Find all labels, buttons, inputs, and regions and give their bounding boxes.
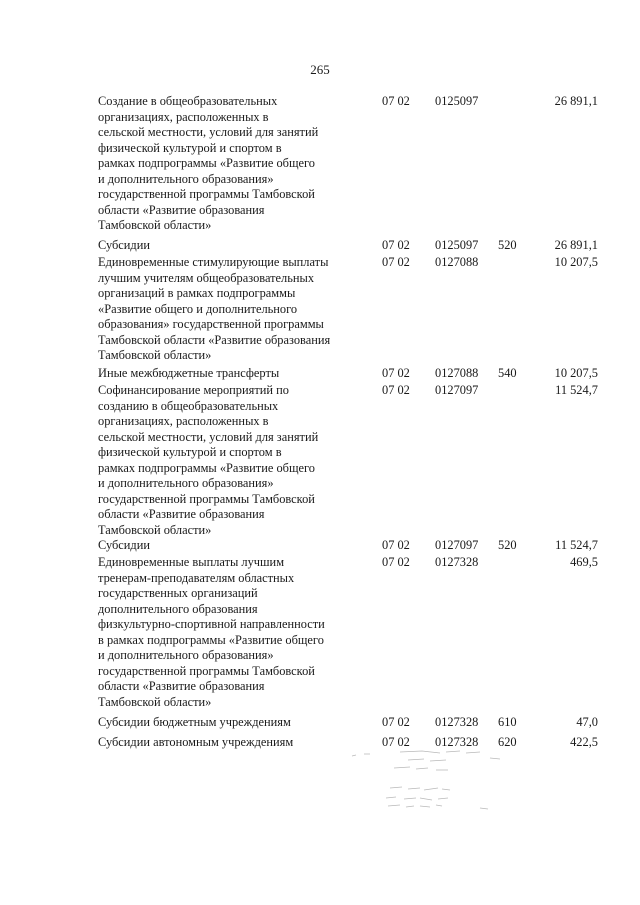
row-target-code: 0127097 [435,538,479,552]
row-target-code: 0127328 [435,555,479,569]
row-section-code: 07 02 [382,735,410,749]
row-description: Иные межбюджетные трансферты [98,366,280,380]
row-expense-type: 620 [498,735,517,749]
row-section-code: 07 02 [382,366,410,380]
row-section-code: 07 02 [382,715,410,729]
row-amount: 10 207,5 [554,366,598,380]
row-section-code: 07 02 [382,238,410,252]
table-row [98,366,608,383]
row-section-code: 07 02 [382,94,410,108]
row-target-code: 0127097 [435,383,479,397]
row-expense-type: 520 [498,238,517,252]
row-description: Субсидии бюджетным учреждениям [98,715,291,729]
row-expense-type: 610 [498,715,517,729]
table-row [98,238,608,255]
row-amount: 469,5 [570,555,598,569]
row-description: Единовременные стимулирующие выплаты лучшим учителям общеобразовательных организаций в рамках подпрограммы «Развитие общего и дополнительного образования» государственной программы Тамбовской области «Развитие образования Тамбовской области» [98,255,331,362]
row-expense-type: 540 [498,366,517,380]
row-description: Субсидии [98,238,150,252]
table-row [98,94,608,238]
row-amount: 10 207,5 [554,255,598,269]
row-target-code: 0127328 [435,735,479,749]
row-amount: 47,0 [576,715,598,729]
row-description: Создание в общеобразовательных организациях, расположенных в сельской местности, условий для занятий физической культурой и спортом в рамках подпрограммы «Развитие общего и дополнительного образования» государственной программы Тамбовской области «Развитие образования Тамбовской области» [98,94,319,232]
row-target-code: 0127088 [435,366,479,380]
row-amount: 11 524,7 [555,383,598,397]
row-target-code: 0127328 [435,715,479,729]
row-description: Софинансирование мероприятий по созданию в общеобразовательных организациях, расположенных в сельской местности, условий для занятий физической культурой и спортом в рамках подпрограммы «Развитие общего и дополнительного образования» государственной программы Тамбовской области «Развитие образования Тамбовской области» [98,383,319,537]
table-row [98,383,608,538]
table-row [98,538,608,555]
faint-scan-marks [350,748,510,838]
row-expense-type: 520 [498,538,517,552]
row-description: Единовременные выплаты лучшим тренерам-преподавателям областных государственных организаций дополнительного образования физкультурно-спортивной направленности в рамках подпрограммы «Развитие общего и дополнительного образования» государственной программы Тамбовской области «Развитие образования Тамбовской области» [98,555,325,709]
row-target-code: 0125097 [435,238,479,252]
row-amount: 26 891,1 [554,238,598,252]
row-amount: 26 891,1 [554,94,598,108]
row-description: Субсидии [98,538,150,552]
row-section-code: 07 02 [382,538,410,552]
page-number: 265 [310,62,330,77]
row-section-code: 07 02 [382,255,410,269]
row-amount: 11 524,7 [555,538,598,552]
row-amount: 422,5 [570,735,598,749]
table-row [98,715,608,735]
row-target-code: 0125097 [435,94,479,108]
budget-table [98,94,608,752]
row-section-code: 07 02 [382,555,410,569]
table-row [98,555,608,715]
row-description: Субсидии автономным учреждениям [98,735,294,749]
table-row [98,255,608,366]
row-section-code: 07 02 [382,383,410,397]
row-target-code: 0127088 [435,255,479,269]
